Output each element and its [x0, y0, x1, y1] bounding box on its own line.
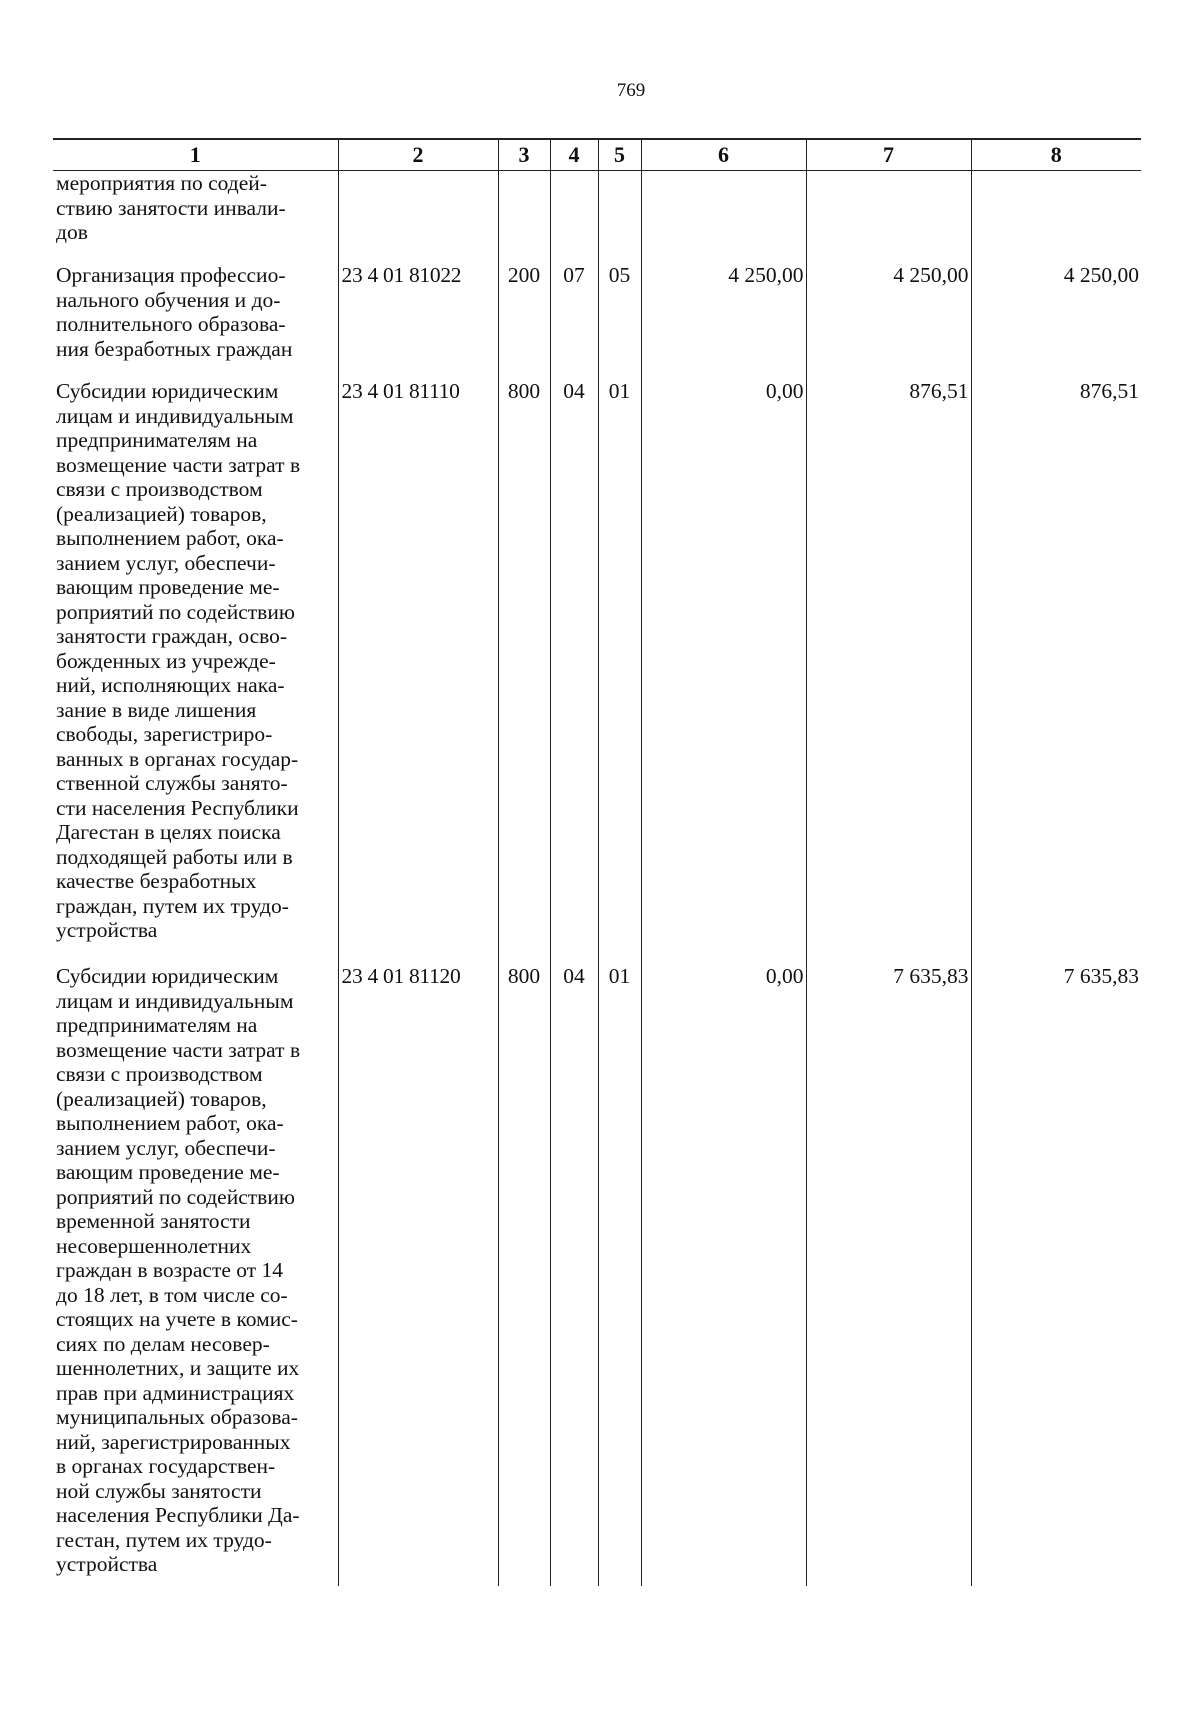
row-name-line: сти населения Республики: [56, 795, 299, 820]
amount-col7: 7 635,83: [806, 964, 971, 1586]
target-code-cell: 23 4 01 81022: [338, 263, 498, 379]
row-name-line: качестве безработных: [56, 869, 257, 893]
column-header-4: 4: [550, 139, 598, 171]
row-name: [56, 263, 336, 361]
row-name-line: предпринимателям на: [56, 428, 258, 452]
row-name-line: гестан, путем их трудо-: [56, 1527, 272, 1552]
row-name-line: занием услуг, обеспечи-: [56, 1135, 276, 1160]
row-name-line: шеннолетних, и защите их: [56, 1356, 300, 1380]
row-name-cell: [53, 171, 338, 264]
row-name-line: (реализацией) товаров,: [56, 1086, 267, 1111]
row-name-line: ствию занятости инвали-: [56, 195, 286, 220]
column-header-1: 1: [53, 139, 338, 171]
table-row: [53, 171, 1141, 264]
column-header-7: 7: [806, 139, 971, 171]
row-name-line: подходящей работы или в: [56, 844, 293, 869]
row-name-line: Организация профессио-: [56, 263, 286, 287]
row-name-line: вающим проведение ме-: [56, 575, 280, 599]
amount-col8: 876,51: [971, 379, 1141, 964]
row-name-line: Дагестан в целях поиска: [56, 820, 281, 844]
expense-type-cell: [498, 171, 550, 264]
subsection-cell: 01: [598, 379, 641, 964]
row-name-line: лицам и индивидуальным: [56, 403, 294, 428]
row-name-line: граждан в возрасте от 14: [56, 1258, 283, 1282]
row-name-line: связи с производством: [56, 1062, 263, 1086]
row-name-line: возмещение части затрат в: [56, 452, 301, 477]
expense-type-cell: 800: [498, 379, 550, 964]
row-name-line: муниципальных образова-: [56, 1405, 298, 1429]
row-name-line: устройства: [56, 918, 158, 942]
subsection-cell: 01: [598, 964, 641, 1586]
column-header-3: 3: [498, 139, 550, 171]
row-name-line: ний, исполняющих нака-: [56, 673, 285, 697]
row-name-line: вающим проведение ме-: [56, 1160, 280, 1184]
row-name-line: свободы, зарегистриро-: [56, 722, 273, 746]
budget-table: [53, 138, 1141, 1586]
row-name-line: граждан, путем их трудо-: [56, 893, 289, 918]
row-name-line: Субсидии юридическим: [56, 964, 279, 988]
target-code-cell: 23 4 01 81110: [338, 379, 498, 964]
header-row: [53, 139, 1141, 171]
row-name-line: временной занятости: [56, 1209, 251, 1233]
amount-col6: 0,00: [641, 964, 806, 1586]
expense-type-cell: 800: [498, 964, 550, 1586]
row-name-line: ний, зарегистрированных: [56, 1429, 291, 1454]
row-name-line: ственной службы занято-: [56, 771, 288, 795]
page-number: 769: [616, 80, 646, 101]
amount-col8: [971, 171, 1141, 264]
amount-col6: 4 250,00: [641, 263, 806, 379]
target-code-cell: 23 4 01 81120: [338, 964, 498, 1586]
row-name-line: мероприятия по содей-: [56, 171, 267, 195]
row-name-line: роприятий по содействию: [56, 1184, 295, 1209]
amount-col8: 7 635,83: [971, 964, 1141, 1586]
row-name-line: Субсидии юридическим: [56, 379, 279, 403]
row-name-line: стоящих на учете в комис-: [56, 1307, 298, 1331]
row-name-line: до 18 лет, в том числе со-: [56, 1282, 288, 1307]
section-cell: [550, 171, 598, 264]
row-name-line: возмещение части затрат в: [56, 1037, 301, 1062]
section-cell: 04: [550, 964, 598, 1586]
row-name-line: нального обучения и до-: [56, 287, 281, 312]
row-name-line: (реализацией) товаров,: [56, 501, 267, 526]
row-name-line: дов: [56, 220, 88, 244]
row-name-line: зание в виде лишения: [56, 697, 257, 722]
row-name-line: роприятий по содействию: [56, 599, 295, 624]
subsection-cell: [598, 171, 641, 264]
row-name-cell: [53, 379, 338, 964]
row-name-cell: [53, 263, 338, 379]
row-name-line: божденных из учрежде-: [56, 648, 276, 673]
row-name-line: устройства: [56, 1552, 158, 1576]
amount-col7: [806, 171, 971, 264]
row-name-line: в органах государствен-: [56, 1454, 276, 1478]
row-name: [56, 964, 336, 1577]
subsection-cell: 05: [598, 263, 641, 379]
row-name-cell: [53, 964, 338, 1586]
row-name-line: ной службы занятости: [56, 1478, 262, 1503]
row-name-line: связи с производством: [56, 477, 263, 501]
row-name-line: занятости граждан, осво-: [56, 624, 288, 648]
row-name-line: лицам и индивидуальным: [56, 988, 294, 1013]
row-name: [56, 171, 336, 245]
row-name-line: выполнением работ, ока-: [56, 526, 284, 550]
section-cell: 07: [550, 263, 598, 379]
amount-col8: 4 250,00: [971, 263, 1141, 379]
amount-col6: 0,00: [641, 379, 806, 964]
table-row: [53, 379, 1141, 964]
column-header-2: 2: [338, 139, 498, 171]
row-name-line: ванных в органах государ-: [56, 746, 299, 771]
column-header-8: 8: [971, 139, 1141, 171]
amount-col7: 876,51: [806, 379, 971, 964]
amount-col6: [641, 171, 806, 264]
table-row: [53, 263, 1141, 379]
row-name-line: населения Республики Да-: [56, 1503, 300, 1527]
row-name-line: предпринимателям на: [56, 1013, 258, 1037]
row-name-line: прав при администрациях: [56, 1380, 295, 1405]
row-name: [56, 379, 336, 943]
column-header-5: 5: [598, 139, 641, 171]
table-row: [53, 964, 1141, 1586]
column-header-6: 6: [641, 139, 806, 171]
row-name-line: несовершеннолетних: [56, 1233, 252, 1258]
amount-col7: 4 250,00: [806, 263, 971, 379]
expense-type-cell: 200: [498, 263, 550, 379]
row-name-line: сиях по делам несовер-: [56, 1331, 270, 1356]
section-cell: 04: [550, 379, 598, 964]
row-name-line: полнительного образова-: [56, 312, 286, 336]
row-name-line: ния безработных граждан: [56, 336, 293, 361]
row-name-line: занием услуг, обеспечи-: [56, 550, 276, 575]
target-code-cell: [338, 171, 498, 264]
row-name-line: выполнением работ, ока-: [56, 1111, 284, 1135]
